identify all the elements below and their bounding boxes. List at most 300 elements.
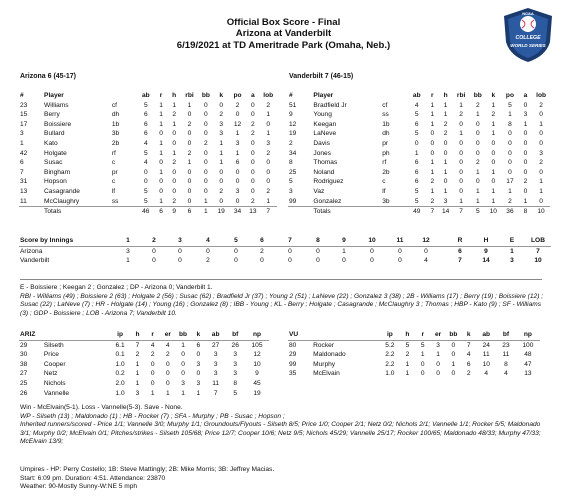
away-batting-cell: cf — [111, 101, 117, 109]
away-pitching-cell: 4 — [150, 341, 155, 349]
away-pitching-cell: 7 — [213, 389, 218, 397]
home-batting-table — [288, 91, 550, 217]
home-batting-cell: 6 — [414, 168, 419, 176]
away-batting-cell: 0 — [143, 168, 148, 176]
home-batting-cell: 1 — [539, 120, 543, 128]
away-batting-totals-row — [19, 207, 277, 217]
away-pitching-cell: 0 — [196, 370, 201, 378]
home-pitching-col-header: h — [400, 330, 415, 340]
home-pitching-cell: 7 — [466, 341, 471, 349]
away-batting-cell: 5 — [143, 149, 148, 157]
away-pitching-cell: 0 — [166, 379, 170, 387]
away-batting-cell: 0 — [159, 130, 163, 138]
home-batting-total-cell: 10 — [537, 208, 545, 216]
home-batting-cell: 17 — [506, 178, 514, 186]
home-batting-cell: 0 — [491, 139, 496, 147]
home-pitching-cell: 80 — [289, 341, 297, 349]
home-batting-cell: 12 — [289, 120, 297, 128]
home-batting-cell: ph — [382, 149, 390, 157]
away-batting-cell: 1 — [159, 139, 163, 147]
away-batting-cell: 0 — [159, 178, 163, 186]
logo-ncaa-text: NCAA — [522, 11, 534, 16]
home-pitching-cell: 29 — [289, 351, 297, 359]
rhe-value: 3 — [510, 257, 514, 265]
home-batting-cell: 1b — [382, 120, 390, 128]
innings-title: Score by Innings — [19, 236, 115, 246]
home-batting-col-header — [381, 91, 408, 101]
home-batting-cell: 0 — [475, 130, 480, 138]
home-batting-header-row — [288, 91, 550, 101]
away-batting-cell: 2 — [168, 197, 181, 207]
home-batting-cell: 1 — [491, 101, 496, 109]
innings-team-row — [19, 246, 551, 256]
away-batting-cell: 17 — [20, 120, 28, 128]
away-pitching-cell: 3 — [213, 360, 218, 368]
away-batting-cell: 3 — [266, 139, 271, 147]
away-batting-cell: 0 — [204, 111, 208, 119]
away-batting-cell: 0 — [251, 101, 255, 109]
home-batting-cell: 0 — [443, 178, 448, 186]
home-batting-cell: 2 — [475, 159, 480, 167]
away-batting-header-row — [19, 91, 277, 101]
inning-runs: 1 — [126, 257, 130, 265]
away-batting-cell: ss — [111, 197, 137, 207]
home-batting-cell: 0 — [508, 149, 512, 157]
home-batting-cell: lf — [382, 187, 386, 195]
home-batting-cell: 1 — [459, 101, 463, 109]
away-batting-cell: 0 — [251, 187, 255, 195]
away-batting-cell: 0 — [159, 159, 163, 167]
inning-label: 4 — [193, 236, 223, 246]
away-batting-col-header — [111, 91, 137, 101]
home-batting-cell: 9 — [289, 111, 293, 119]
home-batting-col-header: rbi — [456, 92, 466, 99]
home-batting-cell: 2 — [491, 111, 496, 119]
home-pitching-col-header: ip — [380, 330, 400, 340]
home-batting-cell: 1 — [491, 187, 496, 195]
home-batting-cell: 0 — [475, 120, 480, 128]
home-batting-cell: 0 — [508, 139, 512, 147]
away-batting-cell: 1 — [187, 159, 192, 167]
away-pitching-cell: 0 — [166, 370, 170, 378]
home-batting-cell: 0 — [491, 149, 496, 157]
away-pitching-cell: 1 — [196, 389, 201, 397]
home-batting-total-cell: 10 — [489, 208, 497, 216]
home-pitching-cell: Maldonado — [313, 351, 346, 359]
home-batting-cell: 0 — [523, 130, 528, 138]
home-batting-cell: 1 — [430, 111, 435, 119]
away-pitching-pitcher-row — [19, 369, 269, 379]
home-batting-col-header: r — [431, 92, 434, 99]
away-batting-cell: 0 — [204, 130, 208, 138]
away-batting-total-cell — [19, 207, 43, 217]
home-batting-cell: 25 — [289, 168, 297, 176]
away-batting-cell: 2b — [111, 139, 120, 147]
home-batting-cell: 2 — [443, 130, 448, 138]
home-batting-cell: 3b — [381, 197, 408, 207]
away-pitching-cell: 0 — [150, 379, 155, 387]
home-batting-total-cell: 49 — [413, 208, 421, 216]
home-batting-cell: 5 — [414, 111, 419, 119]
home-batting-col-header: Player — [313, 92, 334, 99]
home-batting-cell: 2 — [426, 197, 439, 207]
home-batting-cell: 1 — [443, 101, 448, 109]
away-batting-player-row — [19, 139, 277, 149]
inning-runs: 0 — [234, 247, 238, 255]
home-pitching-team-label: VU — [288, 330, 312, 340]
home-batting-cell: 0 — [539, 111, 543, 119]
inning-runs: 0 — [424, 247, 428, 255]
home-batting-cell: 1 — [519, 197, 532, 207]
away-pitching-cell: 0 — [166, 360, 170, 368]
away-batting-cell: 3b — [111, 130, 120, 138]
home-batting-cell: 0 — [539, 130, 543, 138]
pitching-note-line: Win - McElvain(5-1). Loss - Vannelle(5-3). Save - None. — [20, 404, 183, 411]
home-batting-cell: 5 — [289, 178, 293, 186]
away-pitching-cell: 6 — [196, 341, 201, 349]
away-pitching-cell: 3 — [181, 379, 185, 387]
away-pitching-cell: 19 — [253, 389, 261, 397]
away-batting-col-header: k — [219, 92, 224, 99]
home-batting-player-row — [288, 129, 550, 139]
away-pitching-cell: 3 — [233, 370, 238, 378]
home-batting-cell: 1 — [459, 130, 463, 138]
page-title: Official Box Score - Final — [226, 17, 341, 28]
away-pitching-cell: 2 — [135, 351, 140, 359]
home-batting-cell: 0 — [443, 139, 448, 147]
inning-runs: 2 — [260, 247, 264, 255]
home-batting-cell: 5 — [408, 197, 426, 207]
away-batting-player-row — [19, 129, 277, 139]
away-batting-cell: 1 — [187, 101, 192, 109]
innings-team-name: Vanderbilt — [20, 257, 50, 265]
home-batting-cell: 8 — [508, 120, 512, 128]
away-batting-cell: 3 — [219, 130, 224, 138]
inning-label: 3 — [167, 236, 193, 246]
home-batting-cell: 1 — [491, 130, 496, 138]
away-batting-cell: 0 — [187, 130, 192, 138]
home-pitching-header-row — [288, 330, 540, 340]
home-batting-cell: Rodriguez — [313, 178, 344, 186]
inning-label: 9 — [331, 236, 357, 246]
away-pitching-cell: 2.0 — [115, 379, 125, 387]
home-batting-cell: 0 — [539, 139, 543, 147]
innings-team-name: Arizona — [20, 247, 43, 255]
home-batting-cell: 5 — [414, 130, 419, 138]
away-batting-total-cell: 6 — [187, 208, 192, 216]
home-pitching-cell: 0 — [436, 370, 440, 378]
away-pitching-header-row — [19, 330, 269, 340]
home-pitching-cell: 8 — [504, 360, 508, 368]
rhe-value: 10 — [534, 257, 542, 265]
home-pitching-cell: 10 — [482, 360, 490, 368]
away-batting-cell: 6 — [143, 111, 148, 119]
away-pitching-cell: Price — [43, 351, 59, 359]
away-batting-cell: 0 — [219, 101, 224, 109]
away-batting-player-row — [19, 149, 277, 159]
home-pitching-cell: 5 — [420, 341, 425, 349]
away-pitching-cell: 8 — [233, 379, 238, 387]
away-pitching-cell: 3 — [196, 360, 201, 368]
away-batting-cell: 1 — [259, 197, 277, 207]
rhe-label: H — [473, 236, 499, 246]
away-pitching-cell: 30 — [20, 351, 28, 359]
away-batting-col-header: lob — [263, 92, 274, 99]
home-batting-cell: 1 — [475, 111, 480, 119]
home-batting-col-header: po — [505, 92, 514, 99]
away-batting-cell: 0 — [204, 101, 208, 109]
inning-label: 5 — [223, 236, 249, 246]
home-pitching-cell: 1 — [405, 370, 410, 378]
home-batting-cell: 1 — [475, 168, 480, 176]
away-batting-player-row — [19, 158, 277, 168]
home-batting-player-row — [288, 110, 550, 120]
away-batting-cell: 0 — [204, 159, 208, 167]
home-batting-cell: 0 — [459, 149, 463, 157]
away-pitching-cell: 45 — [253, 379, 261, 387]
away-batting-player-row — [19, 101, 277, 111]
inning-label: 10 — [357, 236, 387, 246]
away-batting-cell: 6 — [235, 159, 240, 167]
date-venue: 6/19/2021 at TD Ameritrade Park (Omaha, Neb.) — [176, 39, 391, 51]
home-batting-col-header: bb — [473, 92, 482, 99]
home-batting-cell: 0 — [459, 139, 463, 147]
away-pitching-cell: 0.2 — [115, 370, 125, 378]
away-pitching-cell: 1 — [181, 341, 185, 349]
home-batting-col-header: ab — [412, 92, 421, 99]
away-batting-cell: 5 — [143, 101, 148, 109]
home-batting-cell: 1 — [539, 187, 543, 195]
away-pitching-cell: 5 — [233, 389, 238, 397]
home-batting-cell: 2 — [443, 120, 448, 128]
home-batting-cell: 2 — [430, 178, 435, 186]
home-pitching-col-header: np — [516, 330, 540, 340]
inning-runs: 0 — [316, 257, 320, 265]
home-batting-total-cell: 7 — [459, 208, 463, 216]
home-batting-col-header: k — [491, 92, 496, 99]
away-batting-cell: 42 — [20, 149, 28, 157]
away-batting-cell: Casagrande — [44, 187, 80, 195]
home-pitching-cell: 13 — [524, 370, 532, 378]
away-batting-player-row — [19, 168, 277, 178]
inning-runs: 0 — [342, 257, 346, 265]
away-batting-cell: 0 — [235, 168, 240, 176]
away-batting-cell: 13 — [20, 187, 28, 195]
away-batting-cell: 23 — [20, 101, 28, 109]
home-batting-cell: 0 — [491, 159, 496, 167]
away-batting-cell: Williams — [44, 101, 69, 109]
away-batting-cell: Hopson — [44, 178, 67, 186]
away-batting-cell: 1 — [219, 149, 224, 157]
inning-runs: 0 — [370, 257, 374, 265]
home-pitching-cell: Murphy — [313, 360, 336, 368]
home-pitching-cell: 35 — [289, 370, 297, 378]
away-pitching-cell: Cooper — [43, 360, 66, 368]
away-batting-player-row — [19, 187, 277, 197]
away-batting-cell: 1 — [172, 101, 177, 109]
rhe-label: E — [499, 236, 525, 246]
home-batting-cell: 0 — [532, 197, 550, 207]
home-pitching-pitcher-row — [288, 360, 540, 370]
home-pitching-cell: 5.2 — [385, 341, 395, 349]
away-batting-cell: 5 — [143, 187, 148, 195]
away-pitching-cell: 3 — [196, 379, 201, 387]
home-batting-player-row — [288, 139, 550, 149]
away-batting-cell: Bingham — [44, 168, 71, 176]
away-batting-cell: 2 — [219, 111, 224, 119]
away-batting-cell: 0 — [214, 197, 229, 207]
home-batting-total-cell: 14 — [441, 208, 450, 216]
home-batting-cell: 2 — [539, 101, 543, 109]
away-pitching-col-header: k — [191, 330, 206, 340]
home-batting-cell: Noland — [313, 168, 335, 176]
away-pitching-cell: 29 — [20, 341, 28, 349]
away-batting-cell: 1 — [235, 130, 240, 138]
home-batting-cell: 1 — [491, 168, 496, 176]
away-pitching-cell: 0.1 — [115, 351, 125, 359]
rhe-value: 6 — [458, 247, 462, 255]
home-pitching-cell: 5 — [405, 341, 410, 349]
inning-runs: 3 — [126, 247, 130, 255]
away-pitching-pitcher-row — [19, 340, 269, 350]
away-batting-cell: 0 — [235, 178, 240, 186]
home-batting-cell: rf — [382, 159, 387, 167]
away-batting-cell: 2 — [172, 159, 177, 167]
away-batting-col-header: po — [233, 92, 242, 99]
away-pitching-cell: 6.1 — [115, 341, 125, 349]
inning-runs: 0 — [288, 257, 292, 265]
away-batting-player-row — [19, 120, 277, 130]
home-batting-cell: Young — [313, 111, 332, 119]
away-pitching-cell: 0 — [150, 360, 155, 368]
home-batting-cell: 5 — [508, 101, 512, 109]
away-pitching-cell: 11 — [212, 379, 220, 387]
away-batting-cell: 1 — [159, 120, 163, 128]
home-pitching-cell: 11 — [502, 351, 510, 359]
inning-label: 2 — [141, 236, 167, 246]
away-batting-col-header: # — [20, 92, 24, 99]
away-batting-cell: 0 — [251, 178, 255, 186]
away-batting-cell: 1 — [235, 149, 240, 157]
footer-line: Weather: 90-Mostly Sunny-W:NE 5 mph — [20, 483, 138, 491]
home-pitching-col-header — [312, 330, 380, 340]
college-world-series-logo — [500, 6, 556, 64]
home-batting-cell: 1 — [523, 120, 528, 128]
home-pitching-cell: 1 — [451, 360, 456, 368]
rhe-value: 7 — [536, 247, 540, 255]
home-batting-cell: 1 — [430, 187, 435, 195]
home-pitching-cell: 99 — [289, 360, 297, 368]
away-batting-cell: 4 — [143, 139, 148, 147]
away-batting-cell: 4 — [143, 159, 148, 167]
away-batting-cell: 0 — [266, 120, 271, 128]
away-batting-cell: c — [111, 159, 116, 167]
away-pitching-cell: 3 — [233, 360, 238, 368]
score-by-innings-table — [19, 236, 551, 266]
home-pitching-cell: Rocker — [313, 341, 334, 349]
home-pitching-cell: 1 — [405, 360, 410, 368]
away-pitching-cell: 3 — [233, 351, 238, 359]
home-batting-player-row — [288, 168, 550, 178]
home-pitching-pitcher-row — [288, 350, 540, 360]
away-batting-cell: Susac — [44, 159, 63, 167]
home-batting-cell: LaNeve — [313, 130, 337, 138]
away-batting-col-header: ab — [141, 92, 150, 99]
home-batting-cell: 0 — [430, 130, 435, 138]
home-pitching-cell: 2.2 — [385, 351, 395, 359]
home-batting-cell: 34 — [289, 149, 297, 157]
home-batting-cell: 0 — [459, 168, 463, 176]
home-batting-cell: 0 — [523, 159, 528, 167]
home-batting-cell: 19 — [289, 130, 297, 138]
away-batting-col-header: bb — [201, 92, 210, 99]
away-batting-player-row — [19, 177, 277, 187]
away-batting-player-row — [19, 197, 277, 207]
home-pitching-cell: 1 — [420, 351, 425, 359]
away-pitching-col-header: np — [245, 330, 269, 340]
away-batting-cell: 2 — [251, 130, 255, 138]
home-batting-cell: 1 — [486, 197, 502, 207]
home-batting-cell: 2 — [523, 178, 528, 186]
home-batting-cell: 0 — [523, 101, 528, 109]
away-pitching-cell: 27 — [211, 341, 220, 349]
pitching-notes — [20, 404, 550, 447]
home-batting-player-row — [288, 158, 550, 168]
home-batting-cell: 0 — [459, 159, 463, 167]
away-batting-cell: pr — [111, 168, 118, 176]
away-batting-cell: 6 — [143, 130, 148, 138]
home-pitching-cell: 23 — [502, 341, 510, 349]
away-batting-cell: 1 — [172, 120, 177, 128]
home-batting-cell: 1 — [475, 187, 480, 195]
game-note-line: E - Boissiere ; Keegan 2 ; Gonzalez ; DP - Arizona 0; Vanderbilt 1. — [20, 284, 213, 291]
away-batting-cell: 0 — [172, 187, 177, 195]
home-batting-cell: 5 — [414, 187, 419, 195]
away-batting-cell: 0 — [219, 178, 224, 186]
away-pitching-cell: 0 — [150, 370, 155, 378]
away-pitching-cell: 27 — [20, 370, 28, 378]
home-batting-cell: 0 — [475, 149, 480, 157]
home-batting-cell: 51 — [289, 101, 297, 109]
home-batting-cell: 2 — [501, 197, 519, 207]
footer-line: Umpires - HP: Perry Costello; 1B: Steve Mattingly; 2B: Mike Morris; 3B: Jeffrey Macias. — [20, 466, 275, 473]
away-batting-cell: 5 — [137, 197, 154, 207]
away-pitching-cell: 0 — [181, 351, 185, 359]
home-pitching-pitcher-row — [288, 369, 540, 379]
home-pitching-cell: 0 — [420, 370, 425, 378]
away-batting-cell: 1 — [219, 159, 224, 167]
inning-runs: 0 — [398, 247, 402, 255]
away-batting-cell: 0 — [266, 178, 271, 186]
away-pitching-cell: Nichols — [43, 379, 66, 387]
home-batting-cell: 0 — [443, 149, 448, 157]
home-batting-cell: 1 — [508, 187, 512, 195]
home-batting-cell: 1 — [539, 178, 543, 186]
away-batting-cell: 0 — [172, 178, 177, 186]
inning-label: 1 — [115, 236, 141, 246]
home-batting-cell: 1 — [430, 120, 435, 128]
home-batting-cell: 0 — [508, 159, 512, 167]
home-batting-player-row — [288, 197, 550, 207]
home-batting-cell: 1 — [452, 197, 470, 207]
game-notes — [20, 284, 550, 318]
away-batting-table — [19, 91, 277, 217]
home-batting-cell: Jones — [313, 149, 332, 157]
home-batting-cell: 0 — [430, 139, 435, 147]
inning-label: 11 — [387, 236, 413, 246]
away-batting-cell: 0 — [187, 178, 192, 186]
away-pitching-cell: 12 — [253, 351, 261, 359]
